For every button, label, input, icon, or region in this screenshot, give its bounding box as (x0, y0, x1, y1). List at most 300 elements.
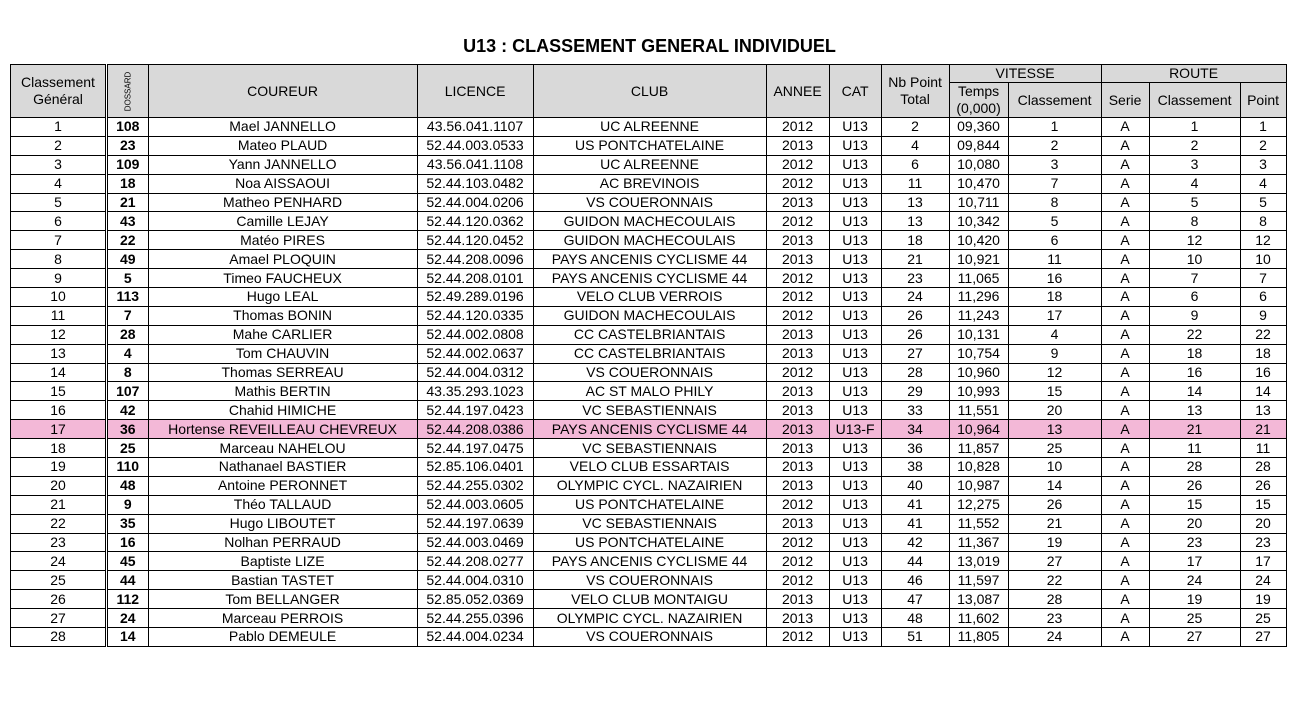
cell-dossard: 9 (107, 495, 149, 514)
cell-annee: 2012 (766, 118, 829, 137)
table-header (11, 65, 1287, 118)
cell-rank: 17 (11, 420, 107, 439)
cell-annee: 2013 (766, 136, 829, 155)
cell-dossard: 49 (107, 250, 149, 269)
cell-club: PAYS ANCENIS CYCLISME 44 (533, 250, 766, 269)
cell-temps: 11,602 (949, 609, 1008, 628)
cell-annee: 2012 (766, 155, 829, 174)
cell-serie: A (1101, 571, 1149, 590)
cell-coureur: Thomas BONIN (148, 306, 417, 325)
table-row (11, 344, 1287, 363)
cell-annee: 2013 (766, 609, 829, 628)
cell-club: VC SEBASTIENNAIS (533, 514, 766, 533)
cell-club: VELO CLUB MONTAIGU (533, 590, 766, 609)
cell-route-classement: 26 (1149, 476, 1240, 495)
cell-route-classement: 12 (1149, 231, 1240, 250)
cell-nb-point-total: 2 (881, 118, 949, 137)
cell-serie: A (1101, 476, 1149, 495)
cell-annee: 2013 (766, 344, 829, 363)
cell-temps: 10,964 (949, 420, 1008, 439)
cell-licence: 52.44.004.0312 (417, 363, 533, 382)
cell-cat: U13 (829, 269, 881, 288)
cell-coureur: Matheo PENHARD (148, 193, 417, 212)
cell-vitesse-classement: 13 (1008, 420, 1101, 439)
cell-nb-point-total: 4 (881, 136, 949, 155)
table-row (11, 325, 1287, 344)
table-row (11, 628, 1287, 647)
cell-club: VELO CLUB VERROIS (533, 288, 766, 307)
cell-annee: 2012 (766, 306, 829, 325)
cell-annee: 2013 (766, 193, 829, 212)
cell-coureur: Chahid HIMICHE (148, 401, 417, 420)
table-row (11, 231, 1287, 250)
cell-nb-point-total: 28 (881, 363, 949, 382)
cell-point: 21 (1240, 420, 1286, 439)
table-row (11, 609, 1287, 628)
cell-rank: 1 (11, 118, 107, 137)
cell-temps: 10,754 (949, 344, 1008, 363)
cell-licence: 52.49.289.0196 (417, 288, 533, 307)
cell-coureur: Pablo DEMEULE (148, 628, 417, 647)
cell-club: GUIDON MACHECOULAIS (533, 212, 766, 231)
cell-point: 16 (1240, 363, 1286, 382)
cell-licence: 52.44.208.0277 (417, 552, 533, 571)
cell-annee: 2013 (766, 458, 829, 477)
cell-club: VELO CLUB ESSARTAIS (533, 458, 766, 477)
cell-dossard: 35 (107, 514, 149, 533)
cell-rank: 3 (11, 155, 107, 174)
cell-point: 5 (1240, 193, 1286, 212)
cell-nb-point-total: 26 (881, 325, 949, 344)
cell-route-classement: 24 (1149, 571, 1240, 590)
cell-vitesse-classement: 21 (1008, 514, 1101, 533)
cell-coureur: Hugo LIBOUTET (148, 514, 417, 533)
cell-cat: U13 (829, 155, 881, 174)
cell-route-classement: 6 (1149, 288, 1240, 307)
cell-cat: U13 (829, 439, 881, 458)
table-row (11, 363, 1287, 382)
cell-rank: 25 (11, 571, 107, 590)
cell-vitesse-classement: 16 (1008, 269, 1101, 288)
cell-nb-point-total: 36 (881, 439, 949, 458)
cell-cat: U13 (829, 118, 881, 137)
cell-licence: 52.44.002.0808 (417, 325, 533, 344)
cell-point: 22 (1240, 325, 1286, 344)
table-row (11, 118, 1287, 137)
cell-annee: 2013 (766, 420, 829, 439)
cell-nb-point-total: 29 (881, 382, 949, 401)
cell-temps: 10,921 (949, 250, 1008, 269)
cell-point: 19 (1240, 590, 1286, 609)
cell-licence: 52.44.003.0533 (417, 136, 533, 155)
cell-temps: 10,828 (949, 458, 1008, 477)
cell-temps: 11,065 (949, 269, 1008, 288)
cell-cat: U13 (829, 628, 881, 647)
cell-vitesse-classement: 14 (1008, 476, 1101, 495)
cell-licence: 52.44.120.0362 (417, 212, 533, 231)
cell-club: VC SEBASTIENNAIS (533, 439, 766, 458)
cell-dossard: 42 (107, 401, 149, 420)
table-row (11, 401, 1287, 420)
cell-licence: 52.44.197.0423 (417, 401, 533, 420)
header-annee: ANNEE (766, 65, 829, 118)
classement-table (10, 64, 1287, 647)
cell-temps: 10,711 (949, 193, 1008, 212)
cell-cat: U13 (829, 306, 881, 325)
cell-club: VS COUERONNAIS (533, 193, 766, 212)
cell-club: US PONTCHATELAINE (533, 533, 766, 552)
cell-coureur: Amael PLOQUIN (148, 250, 417, 269)
cell-nb-point-total: 48 (881, 609, 949, 628)
cell-vitesse-classement: 6 (1008, 231, 1101, 250)
header-nb-point-total: Nb Point Total (881, 65, 949, 118)
table-row (11, 590, 1287, 609)
cell-annee: 2012 (766, 533, 829, 552)
cell-nb-point-total: 24 (881, 288, 949, 307)
cell-coureur: Hugo LEAL (148, 288, 417, 307)
cell-cat: U13 (829, 250, 881, 269)
cell-club: VC SEBASTIENNAIS (533, 401, 766, 420)
cell-cat: U13 (829, 514, 881, 533)
table-row (11, 476, 1287, 495)
cell-rank: 4 (11, 174, 107, 193)
cell-route-classement: 7 (1149, 269, 1240, 288)
cell-rank: 10 (11, 288, 107, 307)
cell-club: VS COUERONNAIS (533, 628, 766, 647)
cell-cat: U13 (829, 288, 881, 307)
cell-rank: 27 (11, 609, 107, 628)
cell-point: 23 (1240, 533, 1286, 552)
cell-licence: 52.85.052.0369 (417, 590, 533, 609)
cell-coureur: Tom CHAUVIN (148, 344, 417, 363)
cell-cat: U13 (829, 136, 881, 155)
cell-route-classement: 22 (1149, 325, 1240, 344)
cell-temps: 11,857 (949, 439, 1008, 458)
cell-club: VS COUERONNAIS (533, 363, 766, 382)
cell-annee: 2013 (766, 439, 829, 458)
cell-rank: 16 (11, 401, 107, 420)
cell-annee: 2012 (766, 288, 829, 307)
cell-serie: A (1101, 590, 1149, 609)
cell-annee: 2013 (766, 250, 829, 269)
cell-temps: 11,597 (949, 571, 1008, 590)
table-row (11, 514, 1287, 533)
cell-serie: A (1101, 439, 1149, 458)
table-row (11, 382, 1287, 401)
cell-point: 12 (1240, 231, 1286, 250)
cell-route-classement: 1 (1149, 118, 1240, 137)
cell-route-classement: 20 (1149, 514, 1240, 533)
cell-temps: 11,551 (949, 401, 1008, 420)
cell-dossard: 8 (107, 363, 149, 382)
cell-rank: 22 (11, 514, 107, 533)
cell-serie: A (1101, 628, 1149, 647)
cell-licence: 52.44.208.0386 (417, 420, 533, 439)
cell-nb-point-total: 51 (881, 628, 949, 647)
cell-coureur: Mahe CARLIER (148, 325, 417, 344)
cell-dossard: 48 (107, 476, 149, 495)
cell-point: 13 (1240, 401, 1286, 420)
cell-rank: 23 (11, 533, 107, 552)
cell-vitesse-classement: 26 (1008, 495, 1101, 514)
cell-rank: 20 (11, 476, 107, 495)
table-row (11, 174, 1287, 193)
cell-nb-point-total: 47 (881, 590, 949, 609)
cell-licence: 52.44.197.0475 (417, 439, 533, 458)
table-row (11, 212, 1287, 231)
cell-coureur: Timeo FAUCHEUX (148, 269, 417, 288)
cell-cat: U13 (829, 231, 881, 250)
cell-serie: A (1101, 174, 1149, 193)
header-vitesse: VITESSE (949, 65, 1101, 83)
cell-rank: 12 (11, 325, 107, 344)
cell-club: PAYS ANCENIS CYCLISME 44 (533, 420, 766, 439)
cell-route-classement: 15 (1149, 495, 1240, 514)
cell-temps: 10,987 (949, 476, 1008, 495)
cell-vitesse-classement: 19 (1008, 533, 1101, 552)
cell-dossard: 14 (107, 628, 149, 647)
cell-route-classement: 8 (1149, 212, 1240, 231)
cell-cat: U13 (829, 174, 881, 193)
cell-annee: 2013 (766, 382, 829, 401)
cell-cat: U13 (829, 552, 881, 571)
cell-route-classement: 9 (1149, 306, 1240, 325)
cell-route-classement: 27 (1149, 628, 1240, 647)
cell-rank: 11 (11, 306, 107, 325)
table-row (11, 193, 1287, 212)
cell-rank: 21 (11, 495, 107, 514)
cell-vitesse-classement: 22 (1008, 571, 1101, 590)
cell-dossard: 44 (107, 571, 149, 590)
header-club: CLUB (533, 65, 766, 118)
cell-club: AC ST MALO PHILY (533, 382, 766, 401)
cell-vitesse-classement: 12 (1008, 363, 1101, 382)
cell-coureur: Nolhan PERRAUD (148, 533, 417, 552)
cell-dossard: 21 (107, 193, 149, 212)
cell-serie: A (1101, 288, 1149, 307)
cell-rank: 14 (11, 363, 107, 382)
header-point: Point (1240, 83, 1286, 118)
cell-serie: A (1101, 136, 1149, 155)
cell-club: PAYS ANCENIS CYCLISME 44 (533, 269, 766, 288)
cell-dossard: 16 (107, 533, 149, 552)
cell-club: UC ALREENNE (533, 155, 766, 174)
cell-vitesse-classement: 11 (1008, 250, 1101, 269)
cell-route-classement: 16 (1149, 363, 1240, 382)
cell-point: 18 (1240, 344, 1286, 363)
cell-dossard: 7 (107, 306, 149, 325)
header-dossard: DOSSARD (107, 65, 149, 118)
cell-point: 3 (1240, 155, 1286, 174)
cell-coureur: Marceau PERROIS (148, 609, 417, 628)
cell-point: 6 (1240, 288, 1286, 307)
cell-coureur: Mateo PLAUD (148, 136, 417, 155)
cell-temps: 13,087 (949, 590, 1008, 609)
cell-rank: 26 (11, 590, 107, 609)
cell-route-classement: 11 (1149, 439, 1240, 458)
cell-serie: A (1101, 382, 1149, 401)
cell-serie: A (1101, 363, 1149, 382)
cell-dossard: 23 (107, 136, 149, 155)
cell-vitesse-classement: 9 (1008, 344, 1101, 363)
cell-nb-point-total: 34 (881, 420, 949, 439)
cell-serie: A (1101, 495, 1149, 514)
cell-cat: U13 (829, 363, 881, 382)
header-route: ROUTE (1101, 65, 1286, 83)
table-row (11, 571, 1287, 590)
cell-serie: A (1101, 609, 1149, 628)
cell-rank: 28 (11, 628, 107, 647)
cell-club: PAYS ANCENIS CYCLISME 44 (533, 552, 766, 571)
cell-nb-point-total: 18 (881, 231, 949, 250)
cell-cat: U13 (829, 609, 881, 628)
table-row (11, 136, 1287, 155)
cell-annee: 2013 (766, 231, 829, 250)
header-coureur: COUREUR (148, 65, 417, 118)
cell-club: US PONTCHATELAINE (533, 495, 766, 514)
cell-point: 24 (1240, 571, 1286, 590)
cell-vitesse-classement: 15 (1008, 382, 1101, 401)
cell-coureur: Antoine PERONNET (148, 476, 417, 495)
cell-rank: 8 (11, 250, 107, 269)
cell-point: 28 (1240, 458, 1286, 477)
cell-club: AC BREVINOIS (533, 174, 766, 193)
cell-dossard: 110 (107, 458, 149, 477)
cell-serie: A (1101, 193, 1149, 212)
cell-dossard: 25 (107, 439, 149, 458)
cell-club: OLYMPIC CYCL. NAZAIRIEN (533, 609, 766, 628)
cell-licence: 52.44.120.0335 (417, 306, 533, 325)
cell-route-classement: 14 (1149, 382, 1240, 401)
cell-vitesse-classement: 4 (1008, 325, 1101, 344)
cell-temps: 11,552 (949, 514, 1008, 533)
cell-licence: 52.44.208.0096 (417, 250, 533, 269)
cell-vitesse-classement: 1 (1008, 118, 1101, 137)
cell-point: 4 (1240, 174, 1286, 193)
cell-annee: 2013 (766, 325, 829, 344)
cell-serie: A (1101, 420, 1149, 439)
cell-temps: 10,420 (949, 231, 1008, 250)
cell-point: 2 (1240, 136, 1286, 155)
header-vitesse-classement: Classement (1008, 83, 1101, 118)
cell-nb-point-total: 26 (881, 306, 949, 325)
cell-route-classement: 13 (1149, 401, 1240, 420)
cell-serie: A (1101, 118, 1149, 137)
cell-temps: 09,844 (949, 136, 1008, 155)
table-row (11, 155, 1287, 174)
cell-point: 17 (1240, 552, 1286, 571)
cell-vitesse-classement: 23 (1008, 609, 1101, 628)
cell-annee: 2012 (766, 212, 829, 231)
table-row (11, 306, 1287, 325)
cell-dossard: 109 (107, 155, 149, 174)
cell-vitesse-classement: 10 (1008, 458, 1101, 477)
cell-coureur: Matéo PIRES (148, 231, 417, 250)
cell-serie: A (1101, 231, 1149, 250)
cell-annee: 2012 (766, 552, 829, 571)
cell-cat: U13 (829, 325, 881, 344)
cell-temps: 13,019 (949, 552, 1008, 571)
cell-point: 14 (1240, 382, 1286, 401)
cell-temps: 11,805 (949, 628, 1008, 647)
cell-cat: U13 (829, 495, 881, 514)
cell-route-classement: 2 (1149, 136, 1240, 155)
cell-nb-point-total: 40 (881, 476, 949, 495)
cell-licence: 52.44.208.0101 (417, 269, 533, 288)
cell-point: 20 (1240, 514, 1286, 533)
cell-nb-point-total: 13 (881, 212, 949, 231)
cell-club: OLYMPIC CYCL. NAZAIRIEN (533, 476, 766, 495)
cell-point: 25 (1240, 609, 1286, 628)
cell-dossard: 18 (107, 174, 149, 193)
cell-dossard: 36 (107, 420, 149, 439)
cell-nb-point-total: 44 (881, 552, 949, 571)
cell-vitesse-classement: 28 (1008, 590, 1101, 609)
cell-nb-point-total: 11 (881, 174, 949, 193)
cell-cat: U13 (829, 533, 881, 552)
table-row (11, 495, 1287, 514)
cell-serie: A (1101, 212, 1149, 231)
cell-temps: 10,080 (949, 155, 1008, 174)
cell-nb-point-total: 38 (881, 458, 949, 477)
table-row (11, 552, 1287, 571)
cell-serie: A (1101, 344, 1149, 363)
cell-licence: 52.44.004.0206 (417, 193, 533, 212)
cell-nb-point-total: 13 (881, 193, 949, 212)
cell-dossard: 4 (107, 344, 149, 363)
cell-licence: 52.44.003.0469 (417, 533, 533, 552)
header-temps: Temps (0,000) (949, 83, 1008, 118)
cell-coureur: Noa AISSAOUI (148, 174, 417, 193)
cell-temps: 10,960 (949, 363, 1008, 382)
cell-nb-point-total: 23 (881, 269, 949, 288)
cell-annee: 2012 (766, 363, 829, 382)
cell-temps: 11,367 (949, 533, 1008, 552)
cell-temps: 10,993 (949, 382, 1008, 401)
table-body (11, 118, 1287, 647)
cell-coureur: Mael JANNELLO (148, 118, 417, 137)
cell-club: UC ALREENNE (533, 118, 766, 137)
cell-dossard: 108 (107, 118, 149, 137)
cell-vitesse-classement: 17 (1008, 306, 1101, 325)
cell-cat: U13 (829, 590, 881, 609)
cell-vitesse-classement: 3 (1008, 155, 1101, 174)
cell-temps: 12,275 (949, 495, 1008, 514)
cell-point: 27 (1240, 628, 1286, 647)
cell-dossard: 22 (107, 231, 149, 250)
cell-licence: 43.56.041.1107 (417, 118, 533, 137)
table-row (11, 458, 1287, 477)
cell-serie: A (1101, 269, 1149, 288)
cell-annee: 2013 (766, 514, 829, 533)
cell-route-classement: 17 (1149, 552, 1240, 571)
cell-serie: A (1101, 533, 1149, 552)
header-classement-general: Classement Général (11, 65, 107, 118)
cell-route-classement: 4 (1149, 174, 1240, 193)
cell-route-classement: 10 (1149, 250, 1240, 269)
cell-annee: 2012 (766, 628, 829, 647)
cell-dossard: 5 (107, 269, 149, 288)
cell-point: 11 (1240, 439, 1286, 458)
cell-licence: 52.44.002.0637 (417, 344, 533, 363)
table-row (11, 439, 1287, 458)
cell-coureur: Baptiste LIZE (148, 552, 417, 571)
cell-rank: 2 (11, 136, 107, 155)
cell-club: GUIDON MACHECOULAIS (533, 306, 766, 325)
cell-coureur: Mathis BERTIN (148, 382, 417, 401)
cell-serie: A (1101, 552, 1149, 571)
cell-nb-point-total: 46 (881, 571, 949, 590)
